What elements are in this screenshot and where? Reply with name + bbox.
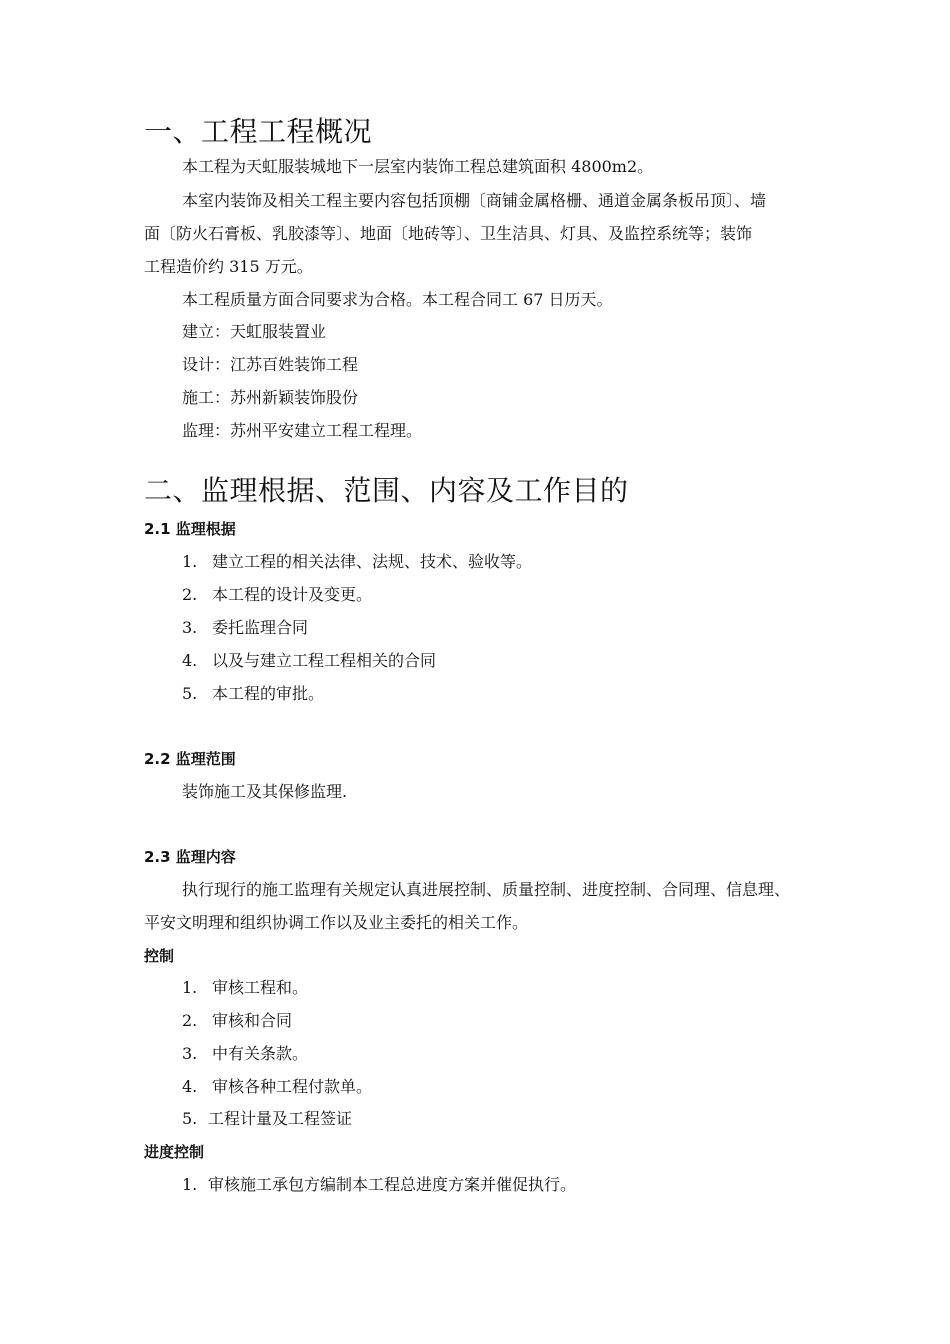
list-text: 委托监理合同: [212, 618, 309, 637]
supervisor-line: 监理：苏州平安建立工程工程理。: [182, 421, 423, 440]
control-heading: 控制: [144, 947, 175, 965]
section-1-title: 一、工程工程概况: [144, 115, 373, 148]
list-item: [182, 1010, 292, 1032]
list-item: [182, 551, 532, 573]
list-text: 审核工程和。: [212, 978, 309, 997]
scope-text: 装饰施工及其保修监理.: [182, 782, 348, 801]
list-number: 5.: [182, 684, 198, 703]
subsection-2-3-title: 2.3 监理内容: [144, 848, 236, 866]
list-number: 4.: [182, 651, 198, 670]
content-paragraph-line-2: 平安文明理和组织协调工作以及业主委托的相关工作。: [144, 913, 529, 932]
list-text: 以及与建立工程工程相关的合同: [212, 651, 437, 670]
content-paragraph-line-1: 执行现行的施工监理有关规定认真进展控制、质量控制、进度控制、合同理、信息理、: [182, 880, 791, 899]
designer-line: 设计：江苏百姓装饰工程: [182, 355, 359, 374]
overview-paragraph-2-line-2: 面〔防火石膏板、乳胶漆等〕、地面〔地砖等〕、卫生洁具、灯具、及监控系统等；装饰: [144, 224, 753, 243]
list-text: 审核各种工程付款单。: [212, 1077, 373, 1096]
list-number: 2.: [182, 1011, 198, 1030]
list-number: 4.: [182, 1077, 198, 1096]
list-number: 1.: [182, 978, 198, 997]
list-text: 审核施工承包方编制本工程总进度方案并催促执行。: [208, 1175, 577, 1194]
subsection-2-2-title: 2.2 监理范围: [144, 750, 236, 768]
list-item: [182, 1043, 308, 1065]
list-item: [182, 584, 372, 606]
list-text: 本工程的设计及变更。: [212, 585, 373, 604]
list-number: 2.: [182, 585, 198, 604]
overview-paragraph-3: 本工程质量方面合同要求为合格。本工程合同工 67 日历天。: [182, 290, 613, 309]
list-item: [182, 1174, 576, 1196]
list-item: [182, 683, 324, 705]
progress-control-heading: 进度控制: [144, 1143, 205, 1161]
overview-paragraph-2-line-3: 工程造价约 315 万元。: [144, 257, 313, 276]
list-item: [182, 617, 308, 639]
list-number: 1.: [182, 1175, 198, 1194]
list-text: 中有关条款。: [212, 1044, 309, 1063]
list-item: [182, 977, 308, 999]
list-text: 审核和合同: [212, 1011, 293, 1030]
list-item: [182, 1108, 352, 1130]
list-item: [182, 1076, 372, 1098]
list-number: 3.: [182, 1044, 198, 1063]
list-number: 1.: [182, 552, 198, 571]
list-text: 建立工程的相关法律、法规、技术、验收等。: [212, 552, 533, 571]
overview-paragraph-1: 本工程为天虹服装城地下一层室内装饰工程总建筑面积 4800m2。: [182, 157, 654, 176]
section-2-title: 二、监理根据、范围、内容及工作目的: [144, 474, 629, 507]
builder-line: 建立：天虹服装置业: [182, 322, 327, 341]
subsection-2-1-title: 2.1 监理根据: [144, 520, 236, 538]
list-text: 工程计量及工程签证: [208, 1109, 353, 1128]
list-number: 5.: [182, 1109, 198, 1128]
list-item: [182, 650, 436, 672]
list-number: 3.: [182, 618, 198, 637]
overview-paragraph-2-line-1: 本室内装饰及相关工程主要内容包括顶棚〔商铺金属格栅、通道金属条板吊顶〕、墙: [182, 191, 767, 210]
contractor-line: 施工：苏州新颖装饰股份: [182, 388, 359, 407]
list-text: 本工程的审批。: [212, 684, 325, 703]
